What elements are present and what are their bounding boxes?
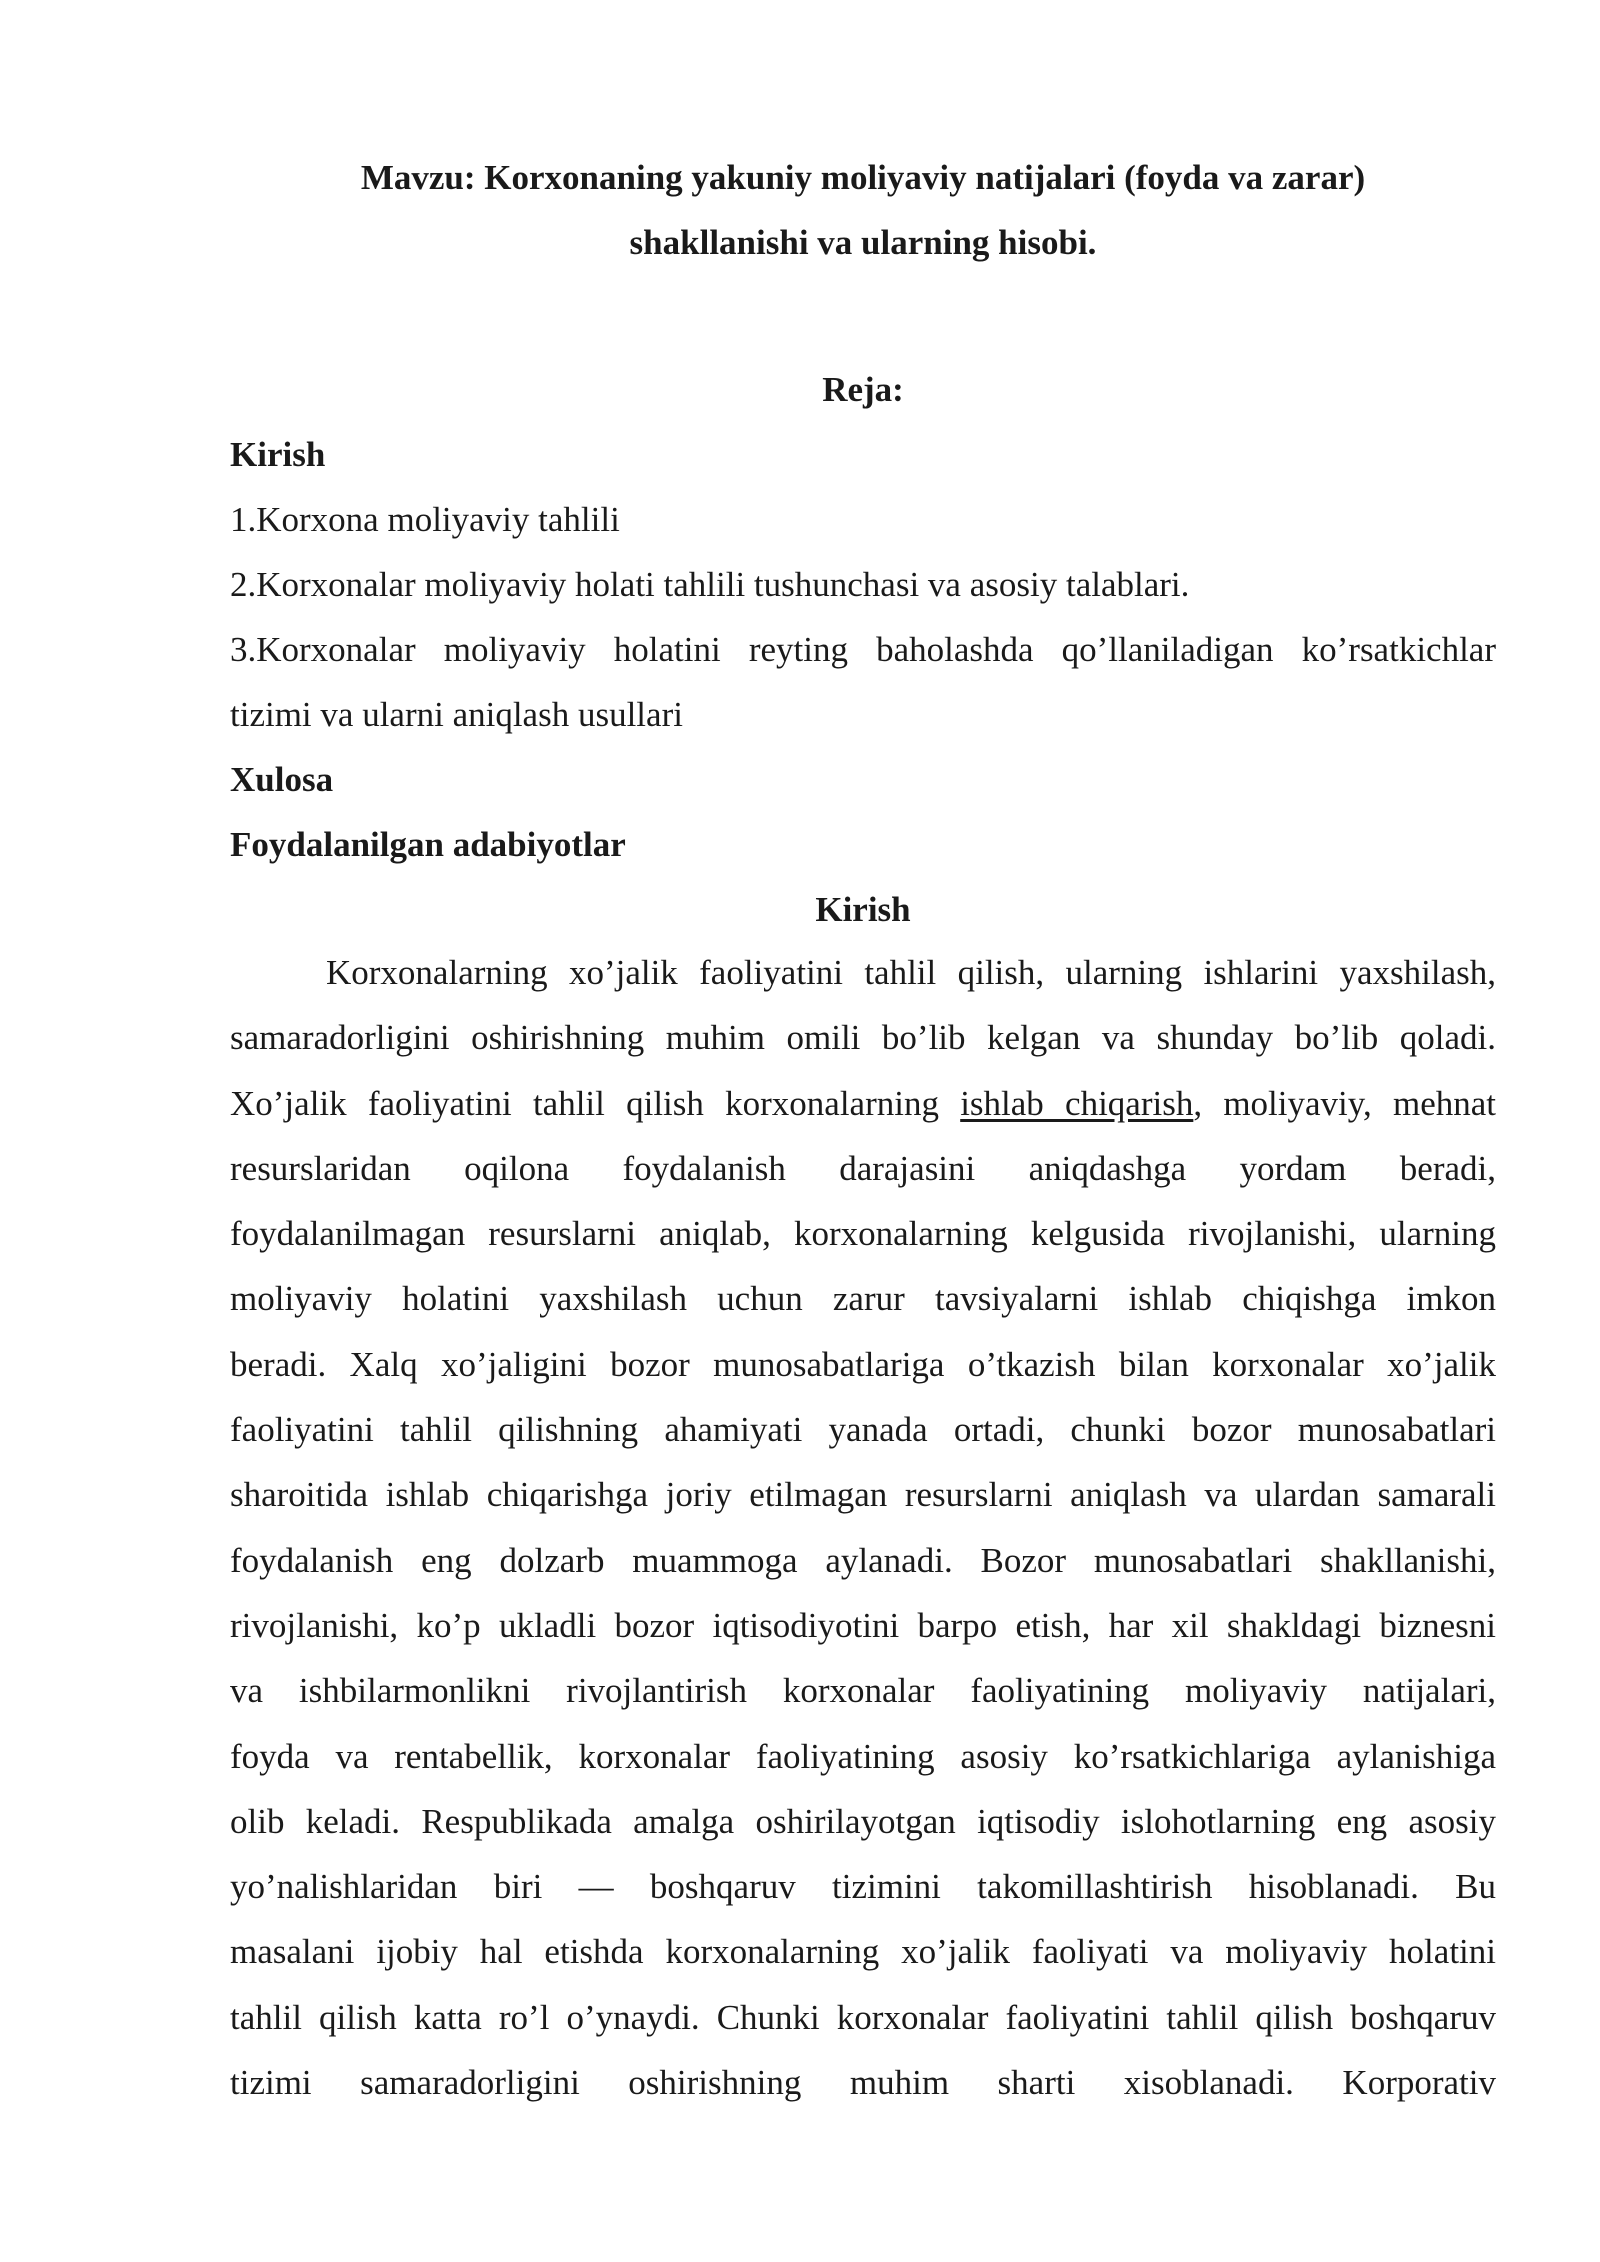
document-title-line-2: shakllanishi va ularning hisobi. [629, 223, 1097, 262]
plan-conclusion: Xulosa [230, 760, 334, 799]
paragraph-line: olib keladi. Respublikada amalga oshirilayotgan iqtisodiy islohotlarning eng asosiy [230, 1801, 1496, 1841]
paragraph-line: foydalanilmagan resurslarni aniqlab, korxonalarning kelgusida rivojlanishi, ularning [230, 1214, 1496, 1254]
paragraph-line: foyda va rentabellik, korxonalar faoliyatining asosiy ko’rsatkichlariga aylanishiga [230, 1736, 1496, 1776]
ishlab-chiqarish-link[interactable]: ishlab chiqarish [960, 1083, 1194, 1123]
intro-heading: Kirish [815, 890, 911, 929]
paragraph-line: tahlil qilish katta ro’l o’ynaydi. Chunki korxonalar faoliyatini tahlil qilish boshqaruv [230, 1997, 1496, 2037]
paragraph-line: masalani ijobiy hal etishda korxonalarning xo’jalik faoliyati va moliyaviy holatini [230, 1932, 1496, 1972]
plan-heading: Reja: [822, 370, 904, 409]
plan-references: Foydalanilgan adabiyotlar [230, 825, 626, 864]
paragraph-line-with-link [230, 1071, 1496, 1136]
document-title-line-1: Mavzu: Korxonaning yakuniy moliyaviy natijalari (foyda va zarar) [360, 158, 1366, 197]
plan-intro: Kirish [230, 435, 326, 474]
paragraph-line-start: Xo’jalik faoliyatini tahlil qilish korxonalarning [230, 1083, 939, 1123]
plan-item-3-line-2: tizimi va ularni aniqlash usullari [230, 695, 683, 734]
paragraph-line: samaradorligini oshirishning muhim omili bo’lib kelgan va shunday bo’lib qoladi. [230, 1018, 1496, 1058]
paragraph-line: Korxonalarning xo’jalik faoliyatini tahlil qilish, ularning ishlarini yaxshilash, [326, 953, 1496, 992]
paragraph-line: va ishbilarmonlikni rivojlantirish korxonalar faoliyatining moliyaviy natijalari, [230, 1671, 1496, 1711]
intro-paragraph [230, 940, 1496, 2115]
paragraph-line: rivojlanishi, ko’p ukladli bozor iqtisodiyotini barpo etish, har xil shakldagi biznesni [230, 1605, 1496, 1645]
paragraph-line: beradi. Xalq xo’jaligini bozor munosabatlariga o’tkazish bilan korxonalar xo’jalik [230, 1344, 1496, 1384]
paragraph-line: resurslaridan oqilona foydalanish darajasini aniqdashga yordam beradi, [230, 1148, 1496, 1188]
plan-item-3-line-1: 3.Korxonalar moliyaviy holatini reyting baholashda qo’llaniladigan ko’rsatkichlar [230, 630, 1496, 669]
paragraph-line: foydalanish eng dolzarb muammoga aylanadi. Bozor munosabatlari shakllanishi, [230, 1540, 1496, 1580]
plan-item-2: 2.Korxonalar moliyaviy holati tahlili tushunchasi va asosiy talablari. [230, 565, 1190, 604]
plan-item-1: 1.Korxona moliyaviy tahlili [230, 500, 620, 539]
paragraph-line-tail: , moliyaviy, mehnat [1193, 1083, 1496, 1123]
paragraph-line: yo’nalishlaridan biri — boshqaruv tizimini takomillashtirish hisoblanadi. Bu [230, 1867, 1496, 1907]
paragraph-line: moliyaviy holatini yaxshilash uchun zarur tavsiyalarni ishlab chiqishga imkon [230, 1279, 1496, 1319]
paragraph-line: sharoitida ishlab chiqarishga joriy etilmagan resurslarni aniqlash va ulardan samarali [230, 1475, 1496, 1515]
paragraph-line: tizimi samaradorligini oshirishning muhim sharti xisoblanadi. Korporativ [230, 2063, 1496, 2103]
paragraph-line: faoliyatini tahlil qilishning ahamiyati yanada ortadi, chunki bozor munosabatlari [230, 1410, 1496, 1450]
